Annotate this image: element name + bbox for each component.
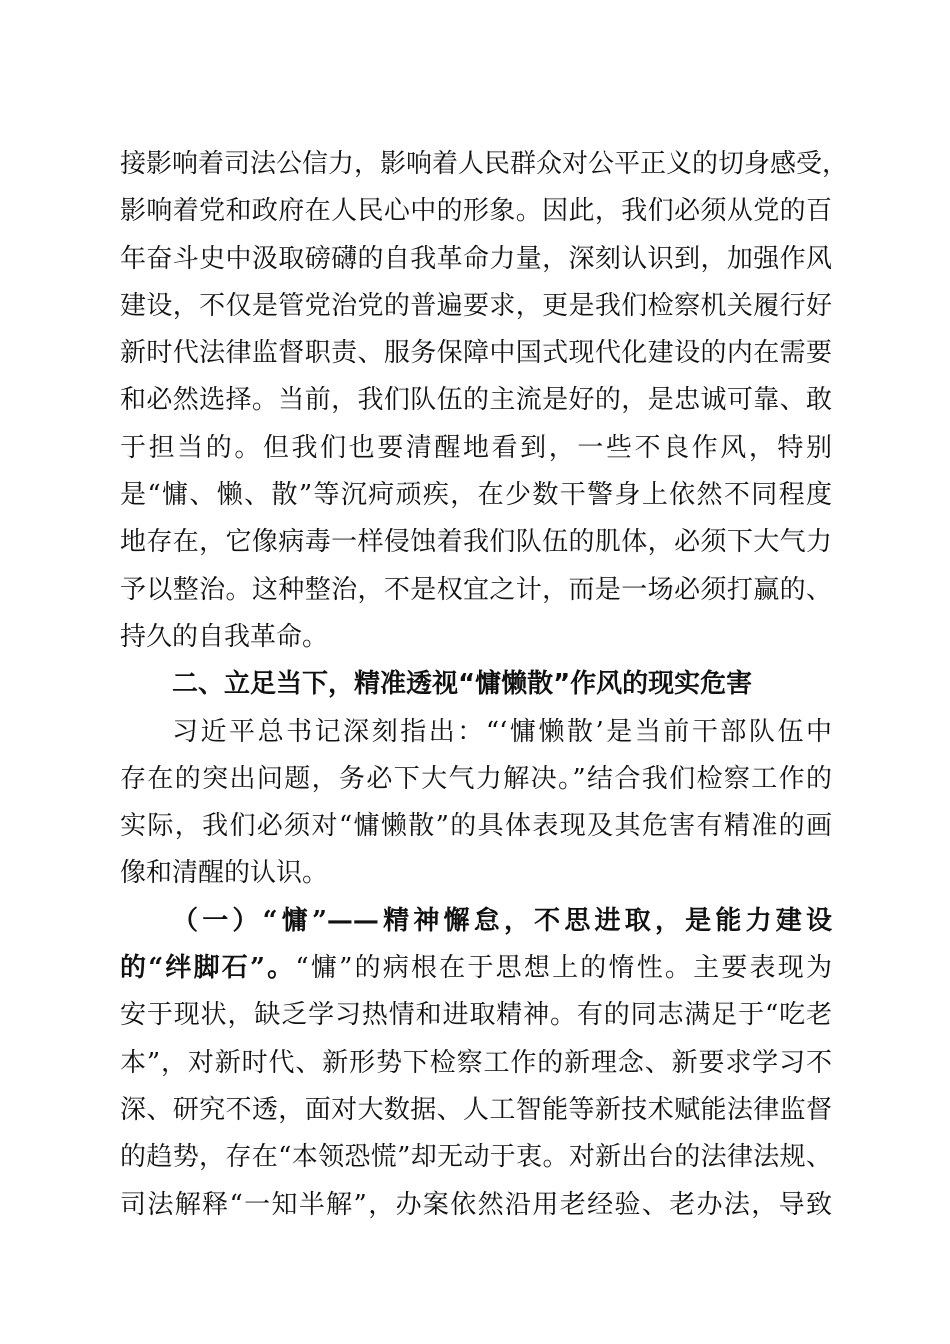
body-line: 深、研究不透，面对大数据、人工智能等新技术赋能法律监督 xyxy=(120,1094,832,1125)
body-line: 予以整治。这种整治，不是权宜之计，而是一场必须打赢的、 xyxy=(120,574,832,605)
subsection-heading-line: （一）“慵”——精神懈怠，不思进取，是能力建设 xyxy=(172,905,832,936)
body-line: 影响着党和政府在人民心中的形象。因此，我们必须从党的百 xyxy=(120,196,832,227)
body-line: 接影响着司法公信力，影响着人民群众对公平正义的切身感受， xyxy=(120,149,849,179)
body-line xyxy=(120,945,832,992)
body-line: 地存在，它像病毒一样侵蚀着我们队伍的肌体，必须下大气力 xyxy=(120,527,832,558)
body-line: 司法解释“一知半解”，办案依然沿用老经验、老办法，导致 xyxy=(120,1189,832,1220)
body-line: 和必然选择。当前，我们队伍的主流是好的，是忠诚可靠、敢 xyxy=(120,385,832,416)
body-line: 建设，不仅是管党治党的普遍要求，更是我们检察机关履行好 xyxy=(120,290,832,321)
body-line: 的趋势，存在“本领恐慌”却无动于衷。对新出台的法律法规、 xyxy=(120,1142,832,1173)
body-line: 习近平总书记深刻指出：“‘慵懒散’是当前干部队伍中 xyxy=(172,716,832,747)
body-line: 安于现状，缺乏学习热情和进取精神。有的同志满足于“吃老 xyxy=(120,1000,832,1031)
body-line: 年奋斗史中汲取磅礴的自我革命力量，深刻认识到，加强作风 xyxy=(120,243,832,274)
subsection-heading-tail: 的“绊脚石”。 xyxy=(120,953,296,984)
body-line: 新时代法律监督职责、服务保障中国式现代化建设的内在需要 xyxy=(120,338,832,369)
document-body xyxy=(120,141,849,1229)
section-heading: 二、立足当下，精准透视“慵懒散”作风的现实危害 xyxy=(172,669,753,700)
body-line: 存在的突出问题，务必下大气力解决。”结合我们检察工作的 xyxy=(120,763,832,794)
body-text: “慵”的病根在于思想上的惰性。主要表现为 xyxy=(295,953,832,984)
body-line: 持久的自我革命。 xyxy=(120,621,329,652)
body-line: 实际，我们必须对“慵懒散”的具体表现及其危害有精准的画 xyxy=(120,811,832,842)
body-line: 像和清醒的认识。 xyxy=(120,858,329,889)
body-line: 本”，对新时代、新形势下检察工作的新理念、新要求学习不 xyxy=(120,1047,832,1078)
body-line: 是“慵、懒、散”等沉疴顽疾，在少数干警身上依然不同程度 xyxy=(120,480,832,511)
body-line: 于担当的。但我们也要清醒地看到，一些不良作风，特别 xyxy=(120,432,832,463)
